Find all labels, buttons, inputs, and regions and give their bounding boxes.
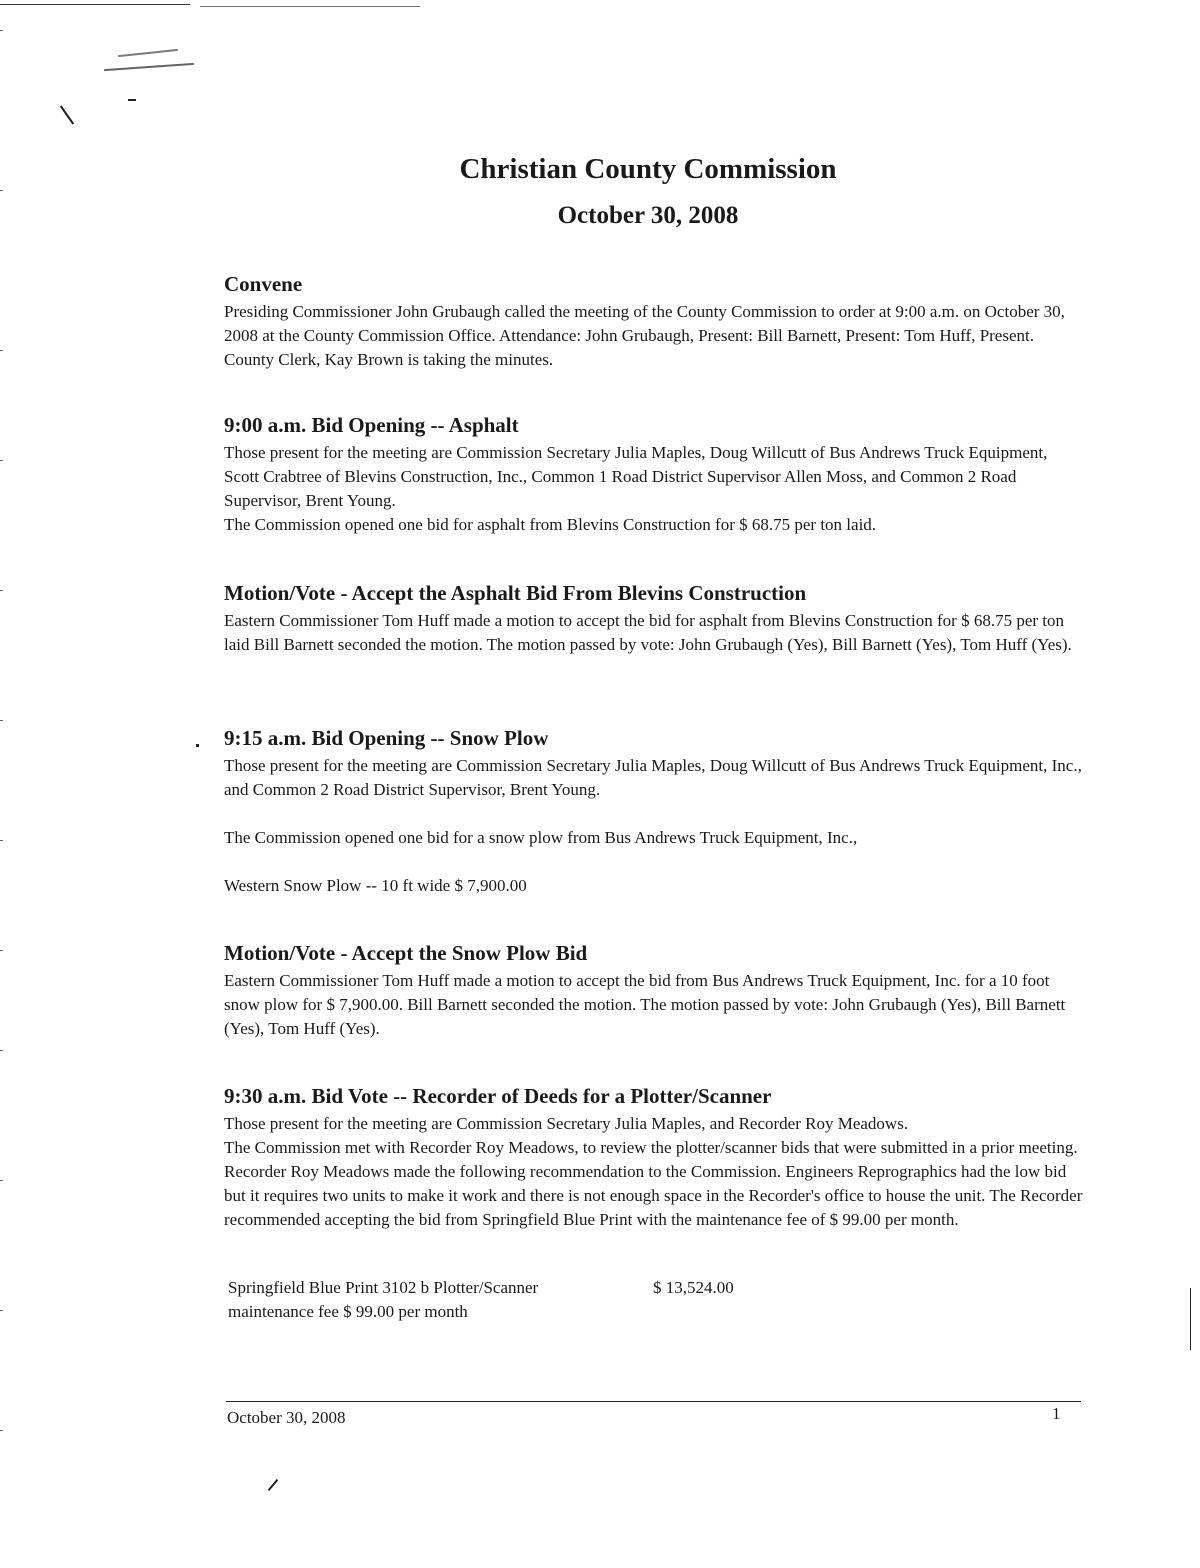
section-text: The Commission opened one bid for a snow plow from Bus Andrews Truck Equipment, Inc., [224,828,858,847]
scan-speck [60,105,74,124]
section-text: The Commission met with Recorder Roy Meadows, to review the plotter/scanner bids that were submitted in a prior meeting. Recorder Roy Meadows made the following recommendation to the Commission. Engineers Reprographics had the low bid but it requires two units to make it work and there is not enough space in the Recorder's office to house the unit. The Recorder recommended accepting the bid from Springfield Blue Print with the maintenance fee of $ 99.00 per month. [224,1138,1083,1229]
scan-edge-line [1190,1288,1191,1350]
section-heading: Motion/Vote - Accept the Snow Plow Bid [224,941,588,965]
section-heading: Convene [224,272,303,296]
bid-item-maintenance: maintenance fee $ 99.00 per month [228,1302,468,1321]
scan-margin-marks [0,0,4,1568]
document-title: Christian County Commission [459,153,837,185]
section-heading: 9:15 a.m. Bid Opening -- Snow Plow [224,726,549,750]
document-date: October 30, 2008 [557,202,739,229]
section-heading: 9:30 a.m. Bid Vote -- Recorder of Deeds for a Plotter/Scanner [224,1084,772,1108]
section-heading: Motion/Vote - Accept the Asphalt Bid From Blevins Construction [224,581,807,605]
scan-speck [268,1479,279,1491]
bid-item-description: Springfield Blue Print 3102 b Plotter/Scanner [228,1278,539,1297]
section-text: The Commission opened one bid for asphalt from Blevins Construction for $ 68.75 per ton laid. [224,515,877,534]
section-plotter-scanner-bid [224,1083,1084,1232]
section-snow-plow-motion [224,940,1084,1041]
section-text: Presiding Commissioner John Grubaugh called the meeting of the County Commission to order at 9:00 a.m. on October 30, 2008 at the County Commission Office. Attendance: John Grubaugh, Present: Bill Barnett, Present: Tom Huff, Present. County Clerk, Kay Brown is taking the minutes. [224,302,1065,369]
scan-speck [196,744,199,747]
section-text: Those present for the meeting are Commission Secretary Julia Maples, Doug Willcutt of Bus Andrews Truck Equipment, Scott Crabtree of Blevins Construction, Inc., Common 1 Road District Supervisor Allen Moss, and Common 2 Road Supervisor, Brent Young. [224,443,1048,510]
section-heading: 9:00 a.m. Bid Opening -- Asphalt [224,413,519,437]
page-number: 1 [1052,1404,1061,1423]
footer-date: October 30, 2008 [227,1408,346,1427]
footer-divider [226,1401,1081,1402]
scan-speck [118,49,178,57]
section-asphalt-motion [224,580,1084,657]
section-text: Eastern Commissioner Tom Huff made a motion to accept the bid for asphalt from Blevins Construction for $ 68.75 per ton laid Bill Barnett seconded the motion. The motion passed by vote: John Grubaugh (Yes), Bill Barnett (Yes), Tom Huff (Yes). [224,611,1072,654]
bid-item-amount: $ 13,524.00 [653,1278,734,1297]
scan-edge-line [200,6,420,7]
section-text: Western Snow Plow -- 10 ft wide $ 7,900.00 [224,876,527,895]
scan-speck [128,99,136,101]
scan-edge-line [0,4,190,5]
scan-speck [104,63,194,71]
section-text: Eastern Commissioner Tom Huff made a motion to accept the bid from Bus Andrews Truck Equipment, Inc. for a 10 foot snow plow for $ 7,900.00. Bill Barnett seconded the motion. The motion passed by vote: John Grubaugh (Yes), Bill Barnett (Yes), Tom Huff (Yes). [224,971,1066,1038]
section-asphalt-bid-opening [224,412,1084,537]
section-convene [224,271,1084,372]
section-snow-plow-bid-opening [224,725,1084,898]
section-text: Those present for the meeting are Commission Secretary Julia Maples, Doug Willcutt of Bus Andrews Truck Equipment, Inc., and Common 2 Road District Supervisor, Brent Young. [224,756,1082,799]
bid-item [228,1276,828,1324]
section-text: Those present for the meeting are Commission Secretary Julia Maples, and Recorder Roy Meadows. [224,1114,909,1133]
